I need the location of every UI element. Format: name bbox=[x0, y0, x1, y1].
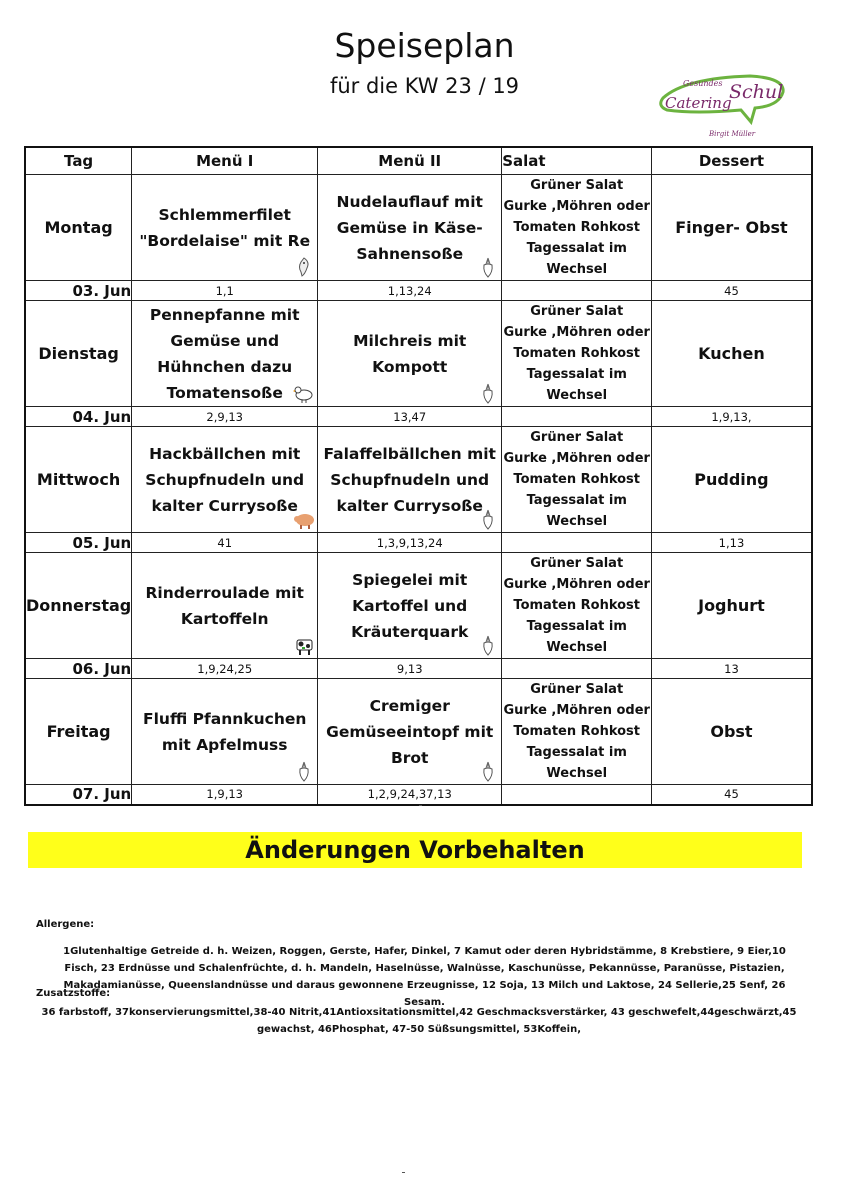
menu2-cell bbox=[318, 679, 502, 785]
menu2-cell bbox=[318, 427, 502, 533]
salat-codes bbox=[502, 407, 652, 427]
menu-table bbox=[24, 146, 813, 806]
text-line: Kartoffel und bbox=[352, 596, 468, 615]
text-line: Tagessalat im bbox=[526, 367, 627, 382]
vegetable-icon bbox=[477, 634, 499, 656]
menu2-codes: 9,13 bbox=[318, 659, 502, 679]
text-line: Gurke ,Möhren oder bbox=[503, 703, 650, 718]
day-name: Mittwoch bbox=[25, 427, 132, 533]
text-line: Tagessalat im bbox=[526, 493, 627, 508]
text-line: Wechsel bbox=[546, 514, 608, 529]
menu2-codes: 1,2,9,24,37,13 bbox=[318, 785, 502, 805]
menu1-codes: 1,9,24,25 bbox=[132, 659, 318, 679]
text-line: Kompott bbox=[372, 357, 448, 376]
dessert-codes: 45 bbox=[652, 785, 812, 805]
text-line: Brot bbox=[390, 748, 429, 767]
cow-icon bbox=[293, 634, 315, 656]
zusatzstoffe-text: 36 farbstoff, 37konservierungsmittel,38-40 Nitrit,41Antioxsitationsmittel,42 Geschmacksverstärker, 43 geschwefelt,44geschwärzt,45 gewachst, 46Phosphat, 47-50 Süßsungsmittel, 53Koffein, bbox=[41, 1007, 797, 1035]
salat-codes bbox=[502, 281, 652, 301]
vegetable-icon bbox=[477, 256, 499, 278]
header-salat: Salat bbox=[502, 147, 652, 175]
text-line: Gurke ,Möhren oder bbox=[503, 199, 650, 214]
text-line: Grüner Salat bbox=[530, 430, 624, 445]
allergene-label: Allergene: bbox=[36, 919, 95, 930]
menu1-codes: 1,1 bbox=[132, 281, 318, 301]
text-line: Hühnchen dazu bbox=[157, 357, 293, 376]
salat-cell bbox=[502, 553, 652, 659]
week-subtitle: für die KW 23 / 19 bbox=[329, 74, 520, 98]
text-line: Gemüse in Käse- bbox=[336, 218, 483, 237]
allergene-text: 1Glutenhaltige Getreide d. h. Weizen, Roggen, Gerste, Hafer, Dinkel, 7 Kamut oder deren Hybridstämme, 8 Krebstiere, 9 Eier,10 Fisch, 23 Erdnüsse und Schalenfrüchte, d. h. Mandeln, Haselnüsse, Walnüsse, Kaschunüsse, Pekannüsse, Paranüsse, Pistazien, Makadamianüsse, Queenslandnüsse und daraus gewonnene Erzeugnisse, 12 Soja, 13 Milch und Laktose, 24 Sellerie,25 Senf, 26 Sesam. bbox=[63, 946, 786, 1008]
header-dessert: Dessert bbox=[652, 147, 812, 175]
code-row bbox=[25, 407, 812, 427]
day-row bbox=[25, 175, 812, 281]
salat-codes bbox=[502, 785, 652, 805]
header-menu1: Menü I bbox=[132, 147, 318, 175]
menu2-cell bbox=[318, 175, 502, 281]
scan-speck bbox=[402, 1172, 405, 1173]
text-line: Kräuterquark bbox=[351, 622, 469, 641]
day-date: 06. Jun bbox=[25, 659, 132, 679]
scan-speck bbox=[419, 805, 422, 806]
vegetable-icon bbox=[293, 760, 315, 782]
salat-cell bbox=[502, 175, 652, 281]
text-line: Schlemmerfilet bbox=[158, 205, 291, 224]
menu-table-body bbox=[25, 175, 812, 805]
salat-codes bbox=[502, 533, 652, 553]
pig-icon bbox=[293, 508, 315, 530]
day-row bbox=[25, 553, 812, 659]
menu1-cell bbox=[132, 679, 318, 785]
salat-cell bbox=[502, 301, 652, 407]
day-date: 03. Jun bbox=[25, 281, 132, 301]
menu2-cell bbox=[318, 553, 502, 659]
text-line: Falaffelbällchen mit bbox=[323, 444, 496, 463]
code-row bbox=[25, 785, 812, 805]
menu1-cell bbox=[132, 427, 318, 533]
menu1-cell bbox=[132, 301, 318, 407]
vegetable-icon bbox=[477, 382, 499, 404]
dessert-codes: 45 bbox=[652, 281, 812, 301]
menu1-codes: 1,9,13 bbox=[132, 785, 318, 805]
text-line: Wechsel bbox=[546, 766, 608, 781]
text-line: Tomatensoße bbox=[166, 383, 283, 402]
day-name: Montag bbox=[25, 175, 132, 281]
text-line: Wechsel bbox=[546, 388, 608, 403]
day-row bbox=[25, 427, 812, 533]
text-line: Gemüseeintopf mit bbox=[326, 722, 494, 741]
text-line: Gurke ,Möhren oder bbox=[503, 577, 650, 592]
dessert-cell: Pudding bbox=[652, 427, 812, 533]
text-line: kalter Currysoße bbox=[151, 496, 298, 515]
menu1-codes: 2,9,13 bbox=[132, 407, 318, 427]
menu2-codes: 1,3,9,13,24 bbox=[318, 533, 502, 553]
code-row bbox=[25, 533, 812, 553]
text-line: Fluffi Pfannkuchen bbox=[143, 709, 307, 728]
text-line: kalter Currysoße bbox=[336, 496, 483, 515]
text-line: Grüner Salat bbox=[530, 178, 624, 193]
text-line: Tomaten Rohkost bbox=[513, 598, 641, 613]
svg-text:Birgit Müller: Birgit Müller bbox=[709, 130, 756, 138]
text-line: Grüner Salat bbox=[530, 556, 624, 571]
salat-cell bbox=[502, 427, 652, 533]
code-row bbox=[25, 659, 812, 679]
vegetable-icon bbox=[477, 508, 499, 530]
text-line: Schupfnudeln und bbox=[330, 470, 490, 489]
menu2-codes: 1,13,24 bbox=[318, 281, 502, 301]
page-title: Speiseplan bbox=[334, 26, 515, 65]
text-line: Grüner Salat bbox=[530, 304, 624, 319]
text-line: Wechsel bbox=[546, 640, 608, 655]
text-line: Gemüse und bbox=[170, 331, 280, 350]
day-name: Dienstag bbox=[25, 301, 132, 407]
zusatzstoffe-label: Zusatzstoffe: bbox=[36, 988, 111, 999]
changes-banner: Änderungen Vorbehalten bbox=[28, 832, 802, 868]
menu1-cell bbox=[132, 553, 318, 659]
dessert-cell: Joghurt bbox=[652, 553, 812, 659]
text-line: Tomaten Rohkost bbox=[513, 724, 641, 739]
table-header-row bbox=[25, 147, 812, 175]
dessert-cell: Obst bbox=[652, 679, 812, 785]
dessert-cell: Finger- Obst bbox=[652, 175, 812, 281]
text-line: Spiegelei mit bbox=[352, 570, 468, 589]
day-row bbox=[25, 679, 812, 785]
text-line: Tomaten Rohkost bbox=[513, 346, 641, 361]
day-date: 05. Jun bbox=[25, 533, 132, 553]
dessert-codes: 13 bbox=[652, 659, 812, 679]
day-date: 04. Jun bbox=[25, 407, 132, 427]
text-line: Nudelauflauf mit bbox=[336, 192, 483, 211]
text-line: Schupfnudeln und bbox=[145, 470, 305, 489]
dessert-cell: Kuchen bbox=[652, 301, 812, 407]
text-line: Gurke ,Möhren oder bbox=[503, 451, 650, 466]
menu1-codes: 41 bbox=[132, 533, 318, 553]
dessert-codes: 1,9,13, bbox=[652, 407, 812, 427]
header-menu2: Menü II bbox=[318, 147, 502, 175]
svg-text:Gesundes: Gesundes bbox=[683, 79, 723, 88]
dessert-codes: 1,13 bbox=[652, 533, 812, 553]
text-line: Tomaten Rohkost bbox=[513, 472, 641, 487]
text-line: Wechsel bbox=[546, 262, 608, 277]
text-line: "Bordelaise" mit Re bbox=[139, 231, 311, 250]
text-line: Rinderroulade mit bbox=[145, 583, 304, 602]
chicken-icon bbox=[293, 382, 315, 404]
menu2-cell bbox=[318, 301, 502, 407]
text-line: mit Apfelmuss bbox=[161, 735, 288, 754]
day-date: 07. Jun bbox=[25, 785, 132, 805]
code-row bbox=[25, 281, 812, 301]
svg-text:Schul: Schul bbox=[729, 81, 784, 103]
text-line: Grüner Salat bbox=[530, 682, 624, 697]
svg-text:Catering: Catering bbox=[665, 94, 732, 112]
text-line: Hackbällchen mit bbox=[149, 444, 301, 463]
fish-icon bbox=[293, 256, 315, 278]
salat-cell bbox=[502, 679, 652, 785]
text-line: Pennepfanne mit bbox=[149, 305, 300, 324]
text-line: Tomaten Rohkost bbox=[513, 220, 641, 235]
text-line: Sahnensoße bbox=[356, 244, 464, 263]
header-tag: Tag bbox=[25, 147, 132, 175]
day-name: Freitag bbox=[25, 679, 132, 785]
text-line: Milchreis mit bbox=[353, 331, 467, 350]
salat-codes bbox=[502, 659, 652, 679]
day-name: Donnerstag bbox=[25, 553, 132, 659]
menu2-codes: 13,47 bbox=[318, 407, 502, 427]
day-row bbox=[25, 301, 812, 407]
text-line: Tagessalat im bbox=[526, 241, 627, 256]
text-line: Tagessalat im bbox=[526, 745, 627, 760]
catering-logo bbox=[655, 70, 790, 140]
menu1-cell bbox=[132, 175, 318, 281]
text-line: Gurke ,Möhren oder bbox=[503, 325, 650, 340]
text-line: Cremiger bbox=[369, 696, 450, 715]
vegetable-icon bbox=[477, 760, 499, 782]
text-line: Kartoffeln bbox=[180, 609, 269, 628]
text-line: Tagessalat im bbox=[526, 619, 627, 634]
